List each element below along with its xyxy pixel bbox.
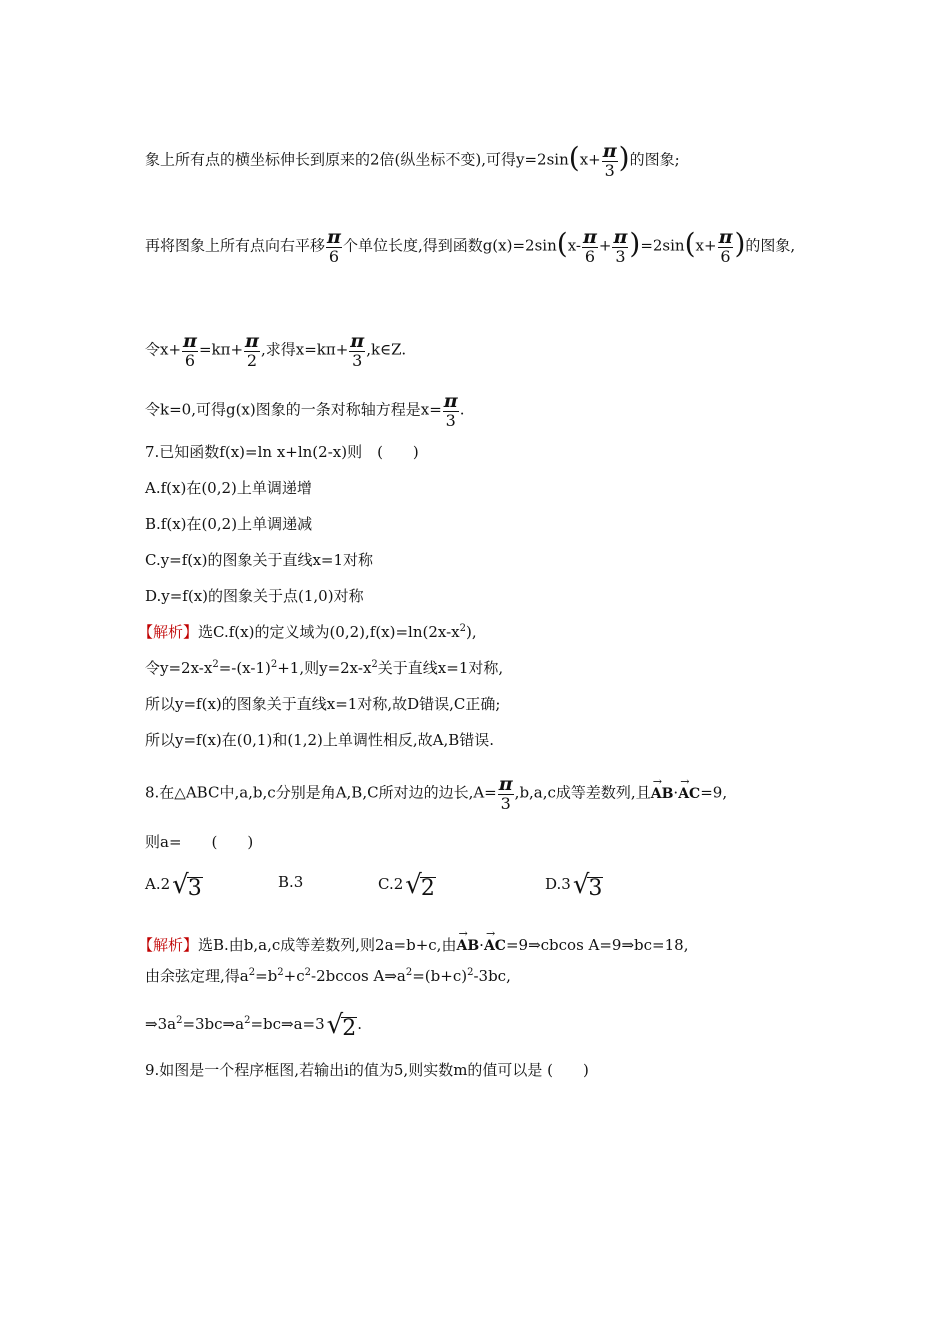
text-line-1: 象上所有点的横坐标伸长到原来的2倍(纵坐标不变),可得y=2sin(x+ $\frac{\pi}{3}$ )的图象; [145,140,680,180]
analysis-7-line-2: 令$y=2x-x^2=-(x-1)^2+1$,则$y=2x-x^2$关于直线x=1对称, [145,659,504,677]
text-line-2: 再将图象上所有点向右平移 $\frac{\pi}{6}$ 个单位长度,得到函数g(x)=2sin(x- $\frac{\pi}{6}$ + $\frac{\pi}{3}$ )=2sin(x+ $\frac{\pi}{6}$ )的图象, [145,226,796,266]
fraction-pi-6: $\frac{\pi}{6}$ [718,226,733,266]
fraction-pi-6: $\frac{\pi}{6}$ [183,330,197,370]
option-7b: B.f(x)在(0,2)上单调递减 [145,515,313,533]
vector-ab: → AB [456,930,479,956]
sqrt-3: √3 [172,870,202,901]
analysis-8-line-1: 【解析】选B.由b,a,c成等差数列,则2a=b+c,由→ AB·→ AC=9⇒cbcos A=9⇒bc=18, [138,930,688,956]
vector-ac: → AC [678,778,700,804]
option-8d: D.3√3 [545,870,603,901]
analysis-7-line-1: 【解析】选C.f(x)的定义域为$(0,2),f(x)=\ln(2x-x^2)$, [138,623,477,641]
option-8b: B.3 [278,873,304,891]
vector-ac: → AC [484,930,506,956]
fraction-pi-3: $\frac{\pi}{3}$ [602,140,617,180]
text-line-4: 令k=0,可得g(x)图象的一条对称轴方程是x= $\frac{\pi}{3}$ . [145,390,465,430]
sqrt-2: √2 [326,1010,357,1041]
option-7c: C.y=f(x)的图象关于直线x=1对称 [145,551,374,569]
analysis-tag: 【解析】 [138,623,199,641]
analysis-8-line-3: $\Rightarrow 3a^2=3bc\Rightarrow a^2=bc\Rightarrow a=3√2$. [145,1010,363,1041]
question-8: 8.在△ABC中,a,b,c分别是角A,B,C所对边的边长,A= $\frac{\pi}{3}$ ,b,a,c成等差数列,且→ AB·→ AC=9, [145,775,727,812]
question-8-line-2: 则a= ( ) [145,833,254,851]
text-line-3: 令x+ $\frac{\pi}{6}$ =kπ+ $\frac{\pi}{2}$ ,求得x=kπ+ $\frac{\pi}{3}$ ,k∈Z. [145,330,407,370]
option-7a: A.f(x)在(0,2)上单调递增 [145,479,312,497]
fraction-pi-3: $\frac{\pi}{3}$ [443,390,458,430]
analysis-tag: 【解析】 [138,936,199,954]
fraction-pi-6: $\frac{\pi}{6}$ [327,226,341,266]
fraction-pi-2: $\frac{\pi}{2}$ [245,330,259,370]
option-8c: C.2√2 [378,870,435,901]
option-7d: D.y=f(x)的图象关于点(1,0)对称 [145,587,364,605]
vector-ab: → AB [651,778,674,804]
analysis-7-line-4: 所以y=f(x)在(0,1)和(1,2)上单调性相反,故A,B错误. [145,731,495,749]
sqrt-3: √3 [572,870,603,901]
fraction-pi-6: $\frac{\pi}{6}$ [582,226,597,266]
question-9: 9.如图是一个程序框图,若输出i的值为5,则实数m的值可以是 ( ) [145,1061,589,1079]
analysis-7-line-3: 所以y=f(x)的图象关于直线x=1对称,故D错误,C正确; [145,695,501,713]
sqrt-2: √2 [405,870,435,901]
fraction-pi-3: $\frac{\pi}{3}$ [498,773,513,813]
option-8a: A.2√3 [145,870,202,901]
analysis-8-line-2: 由余弦定理,得$a^2=b^2+c^2-2bccos$ $A\Rightarrow a^2=(b+c)^2-3bc$, [145,967,511,985]
fraction-pi-3: $\frac{\pi}{3}$ [613,226,628,266]
fraction-pi-3: $\frac{\pi}{3}$ [350,330,365,370]
question-7: 7.已知函数f(x)=ln x+ln(2-x)则 ( ) [145,443,419,461]
